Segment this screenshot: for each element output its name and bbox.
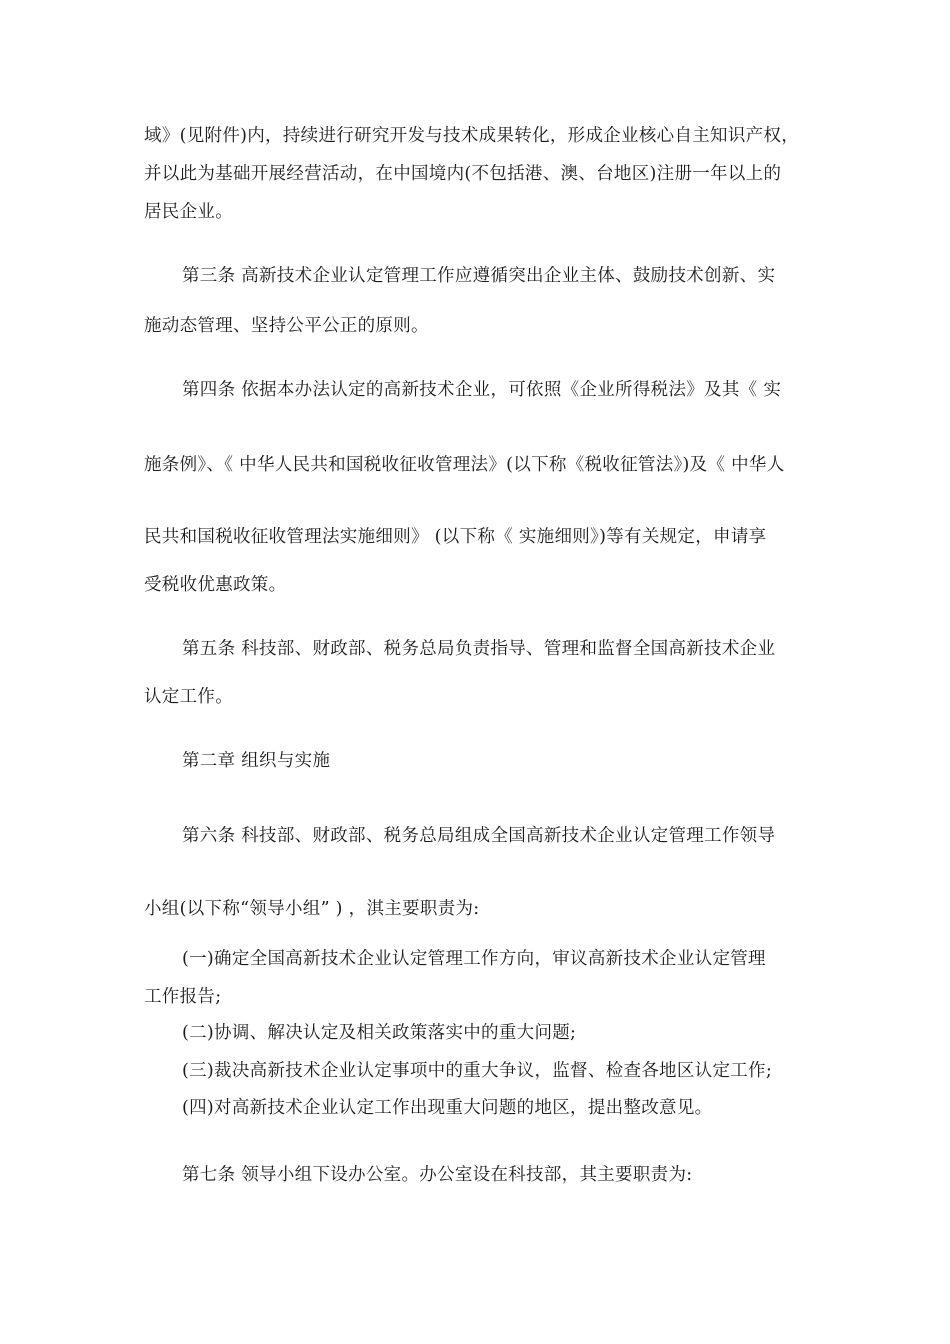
paragraph-line: 并以此为基础开展经营活动，在中国境内(不包括港、澳、台地区)注册一年以上的	[144, 164, 782, 184]
paragraph-line: 工作报告;	[144, 987, 222, 1007]
paragraph-line: 施条例》、《 中华人民共和国税收征收管理法》(以下称《税收征管法》)及《 中华人	[144, 455, 785, 475]
list-item-3: (三)裁决高新技术企业认定事项中的重大争议，监督、检查各地区认定工作;	[182, 1061, 773, 1081]
article-6-line: 第六条 科技部、财政部、税务总局组成全国高新技术企业认定管理工作领导	[182, 826, 776, 846]
paragraph-line: 小组(以下称“领导小组” ) ，淇主要职责为:	[144, 899, 480, 919]
article-4-line: 第四条 依据本办法认定的高新技术企业，可依照《企业所得税法》及其《 实	[182, 380, 782, 400]
list-item-4: (四)对高新技术企业认定工作出现重大问题的地区，提出整改意见。	[182, 1098, 713, 1118]
paragraph-line: 认定工作。	[144, 687, 233, 707]
article-3-line: 第三条 高新技术企业认定管理工作应遵循突出企业主体、鼓励技术创新、实	[182, 266, 776, 286]
paragraph-line: 受税收优惠政策。	[144, 575, 287, 595]
chapter-heading: 第二章 组织与实施	[182, 751, 331, 771]
paragraph-line: 民共和国税收征收管理法实施细则》 (以下称《 实施细则》)等有关规定，申请享	[144, 527, 767, 547]
article-7-line: 第七条 领导小组下设办公室。办公室设在科技部，其主要职责为:	[182, 1165, 693, 1185]
paragraph-line: 域》(见附件)内，持续进行研究开发与技术成果转化，形成企业核心自主知识产权，	[144, 126, 800, 146]
paragraph-line: 施动态管理、坚持公平公正的原则。	[144, 316, 429, 336]
paragraph-line: 居民企业。	[144, 202, 233, 222]
article-5-line: 第五条 科技部、财政部、税务总局负责指导、管理和监督全国高新技术企业	[182, 639, 776, 659]
list-item-2: (二)协调、解决认定及相关政策落实中的重大问题;	[182, 1023, 577, 1043]
list-item-1: (一)确定全国高新技术企业认定管理工作方向，审议高新技术企业认定管理	[182, 949, 766, 969]
